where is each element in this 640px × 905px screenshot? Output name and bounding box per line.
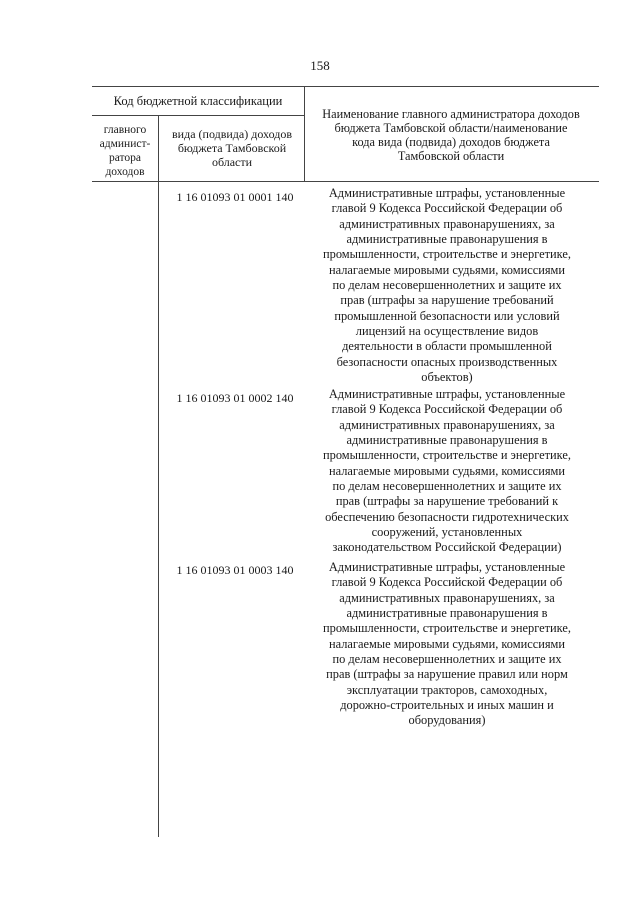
group-header-divider [92,115,304,116]
revenue-code: 1 16 01093 01 0002 140 [176,391,294,405]
header-revenue-type: вида (подвида) доходов бюджета Тамбовской области [172,127,292,169]
revenue-description: Административные штрафы, установленные главой 9 Кодекса Российской Федерации об административных правонарушениях, за административные правонарушения в промышленности, строительстве и энергетике, налагаемые мировыми судьями, комиссиями по делам несовершеннолетних и защите их прав (штрафы за нарушение требований к обеспечению безопасности гидротехнических сооружений, установленных законодательством Российской Федерации) [323,387,571,555]
column-divider-2 [304,86,305,181]
revenue-description: Административные штрафы, установленные главой 9 Кодекса Российской Федерации об административных правонарушениях, за административные правонарушения в промышленности, строительстве и энергетике, налагаемые мировыми судьями, комиссиями по делам несовершеннолетних и защите их прав (штрафы за нарушение правил или норм эксплуатации тракторов, самоходных, дорожно-строительных и иных машин и оборудования) [323,560,571,728]
table-top-border [92,86,599,87]
revenue-code: 1 16 01093 01 0003 140 [176,563,294,577]
revenue-code: 1 16 01093 01 0001 140 [176,190,294,204]
header-main-administrator: главного админист-ратора доходов [99,124,151,178]
header-administrator-name: Наименование главного администратора доходов бюджета Тамбовской области/наименование кода вида (подвида) доходов бюджета Тамбовской области [322,107,580,163]
page-number: 158 [310,58,330,73]
header-budget-classification: Код бюджетной классификации [113,94,283,108]
revenue-description: Административные штрафы, установленные главой 9 Кодекса Российской Федерации об административных правонарушениях, за административные правонарушения в промышленности, строительстве и энергетике, налагаемые мировыми судьями, комиссиями по делам несовершеннолетних и защите их прав (штрафы за нарушение требований промышленной безопасности или условий лицензий на осуществление видов деятельности в области промышленной безопасности опасных производственных объектов) [323,186,571,385]
header-bottom-border [92,181,599,182]
column-divider-1 [158,115,159,837]
